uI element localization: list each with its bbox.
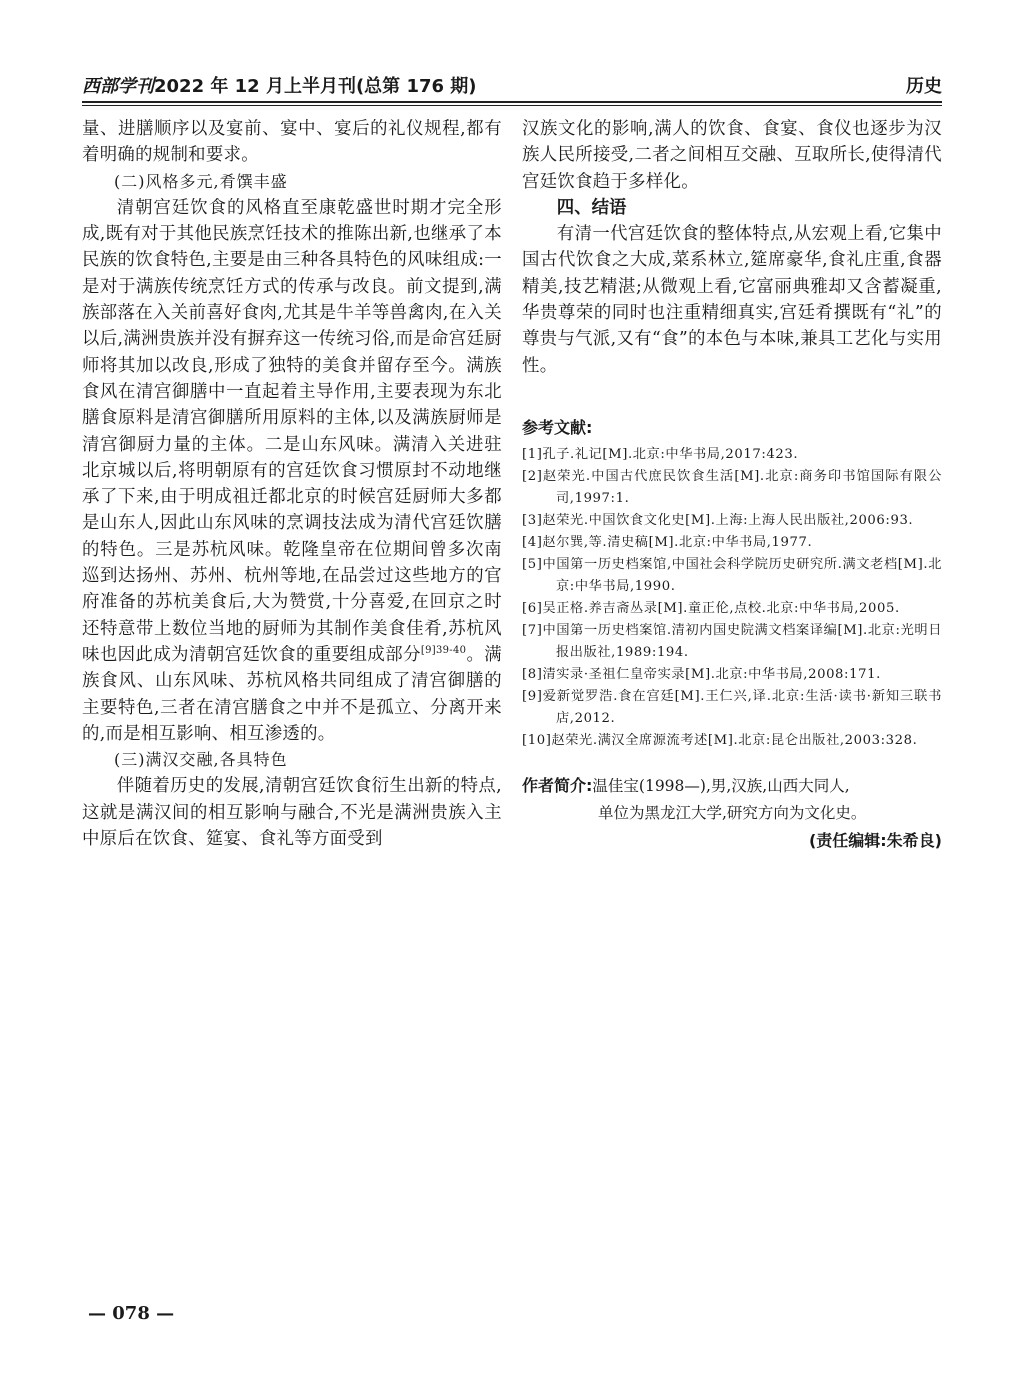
author-bio-line1 [522,772,942,800]
reference-item: [5]中国第一历史档案馆,中国社会科学院历史研究所.满文老档[M].北京:中华书局,1990. [522,556,942,594]
page-number: — 078 — [88,1303,175,1324]
paragraph-flavors-tail: 。满族食风、山东风味、苏杭风格共同组成了清宫御膳的主要特色,三者在清宫膳食之中并不是孤立、分离开来的,而是相互影响、相互渗透的。 [82,644,503,744]
reference-item: [4]赵尔巽,等.清史稿[M].北京:中华书局,1977. [522,534,813,550]
paragraph-flavors [82,195,502,747]
right-column [522,116,942,854]
header-rule-thin [82,105,942,106]
reference-item: [2]赵荣光.中国古代庶民饮食生活[M].北京:商务印书馆国际有限公司,1997:1. [522,468,942,506]
paragraph-fusion: 伴随着历史的发展,清朝宫廷饮食衍生出新的特点,这就是满汉间的相互影响与融合,不光是满洲贵族入主中原后在饮食、筵宴、食礼等方面受到 [82,776,502,850]
author-bio [522,772,942,854]
references-title: 参考文献: [522,417,593,437]
reference-item: [8]清实录·圣祖仁皇帝实录[M].北京:中华书局,2008:171. [522,666,881,682]
journal-title [82,72,477,98]
paragraph-flavors-text: 清朝宫廷饮食的风格直至康乾盛世时期才完全形成,既有对于其他民族烹饪技术的推陈出新,也继承了本民族的饮食特色,主要是由三种各具特色的风味组成:一是对于满族传统烹饪方式的传承与改良。前文提到,满族部落在入关前喜好食肉,尤其是牛羊等兽禽肉,在入关以后,满洲贵族并没有摒弃这一传统习俗,而是命宫廷厨师将其加以改良,形成了独特的美食并留存至今。满族食风在清宫御膳中一直起着主导作用,主要表现为东北膳食原料是清宫御膳所用原料的主体,以及满族厨师是清宫御厨力量的主体。二是山东风味。满清入关进驻北京城以后,将明朝原有的宫廷饮食习惯原封不动地继承了下来,由于明成祖迁都北京的时候宫廷厨师大多都是山东人,因此山东风味的烹调技法成为清代宫廷饮膳的特色。三是苏杭风味。乾隆皇帝在位期间曾多次南巡到达扬州、苏州、杭州等地,在品尝过这些地方的官府准备的苏杭美食后,大为赞赏,十分喜爱,在回京之时还特意带上数位当地的厨师为其制作美食佳肴,苏杭风味也因此成为清朝宫廷饮食的重要组成部分 [82,197,502,665]
author-bio-label: 作者简介: [522,775,593,795]
citation-superscript: [9]39-40 [420,645,467,657]
header-rule-thick [82,101,942,103]
journal-logo: 西部学刊 [82,76,154,97]
reference-item: [9]爱新觉罗浩.食在宫廷[M].王仁兴,译.北京:生活·读书·新知三联书店,2012. [522,688,942,726]
reference-item: [10]赵荣光.满汉全席源流考述[M].北京:昆仑出版社,2003:328. [522,732,918,748]
reference-item: [6]吴正格.养吉斋丛录[M].童正伦,点校.北京:中华书局,2005. [522,600,900,616]
responsible-editor: (责任编辑:朱希良) [808,830,942,850]
subheading-fusion: (三)满汉交融,各具特色 [114,750,288,770]
left-column [82,116,502,852]
paragraph-continuation: 量、进膳顺序以及宴前、宴中、宴后的礼仪规程,都有着明确的规制和要求。 [82,119,502,166]
paragraph-conclusion: 有清一代宫廷饮食的整体特点,从宏观上看,它集中国古代饮食之大成,菜系林立,筵席豪华,食礼庄重,食器精美,技艺精湛;从微观上看,它富丽典雅却又含蓄凝重,华贵尊荣的同时也注重精细真实,宫廷肴撰既有“礼”的尊贵与气派,又有“食”的本色与本味,兼具工艺化与实用性。 [522,224,942,376]
paragraph-fusion-continued: 汉族文化的影响,满人的饮食、食宴、食仪也逐步为汉族人民所接受,二者之间相互交融、互取所长,使得清代宫廷饮食趋于多样化。 [522,119,942,192]
reference-item: [7]中国第一历史档案馆.清初内国史院满文档案译编[M].北京:光明日报出版社,1989:194. [522,622,942,660]
section-label: 历史 [906,76,942,97]
heading-conclusion: 四、结语 [556,197,627,218]
author-bio-text1: 温佳宝(1998—),男,汉族,山西大同人, [592,776,850,795]
running-header [82,72,942,98]
subheading-style: (二)风格多元,肴馔丰盛 [114,171,288,191]
references-list [522,444,942,752]
reference-item: [3]赵荣光.中国饮食文化史[M].上海:上海人民出版社,2006:93. [522,512,914,528]
reference-item: [1]孔子.礼记[M].北京:中华书局,2017:423. [522,446,799,462]
journal-issue: 2022 年 12 月上半月刊(总第 176 期) [154,76,477,97]
author-bio-line2: 单位为黑龙江大学,研究方向为文化史。 [598,803,867,822]
